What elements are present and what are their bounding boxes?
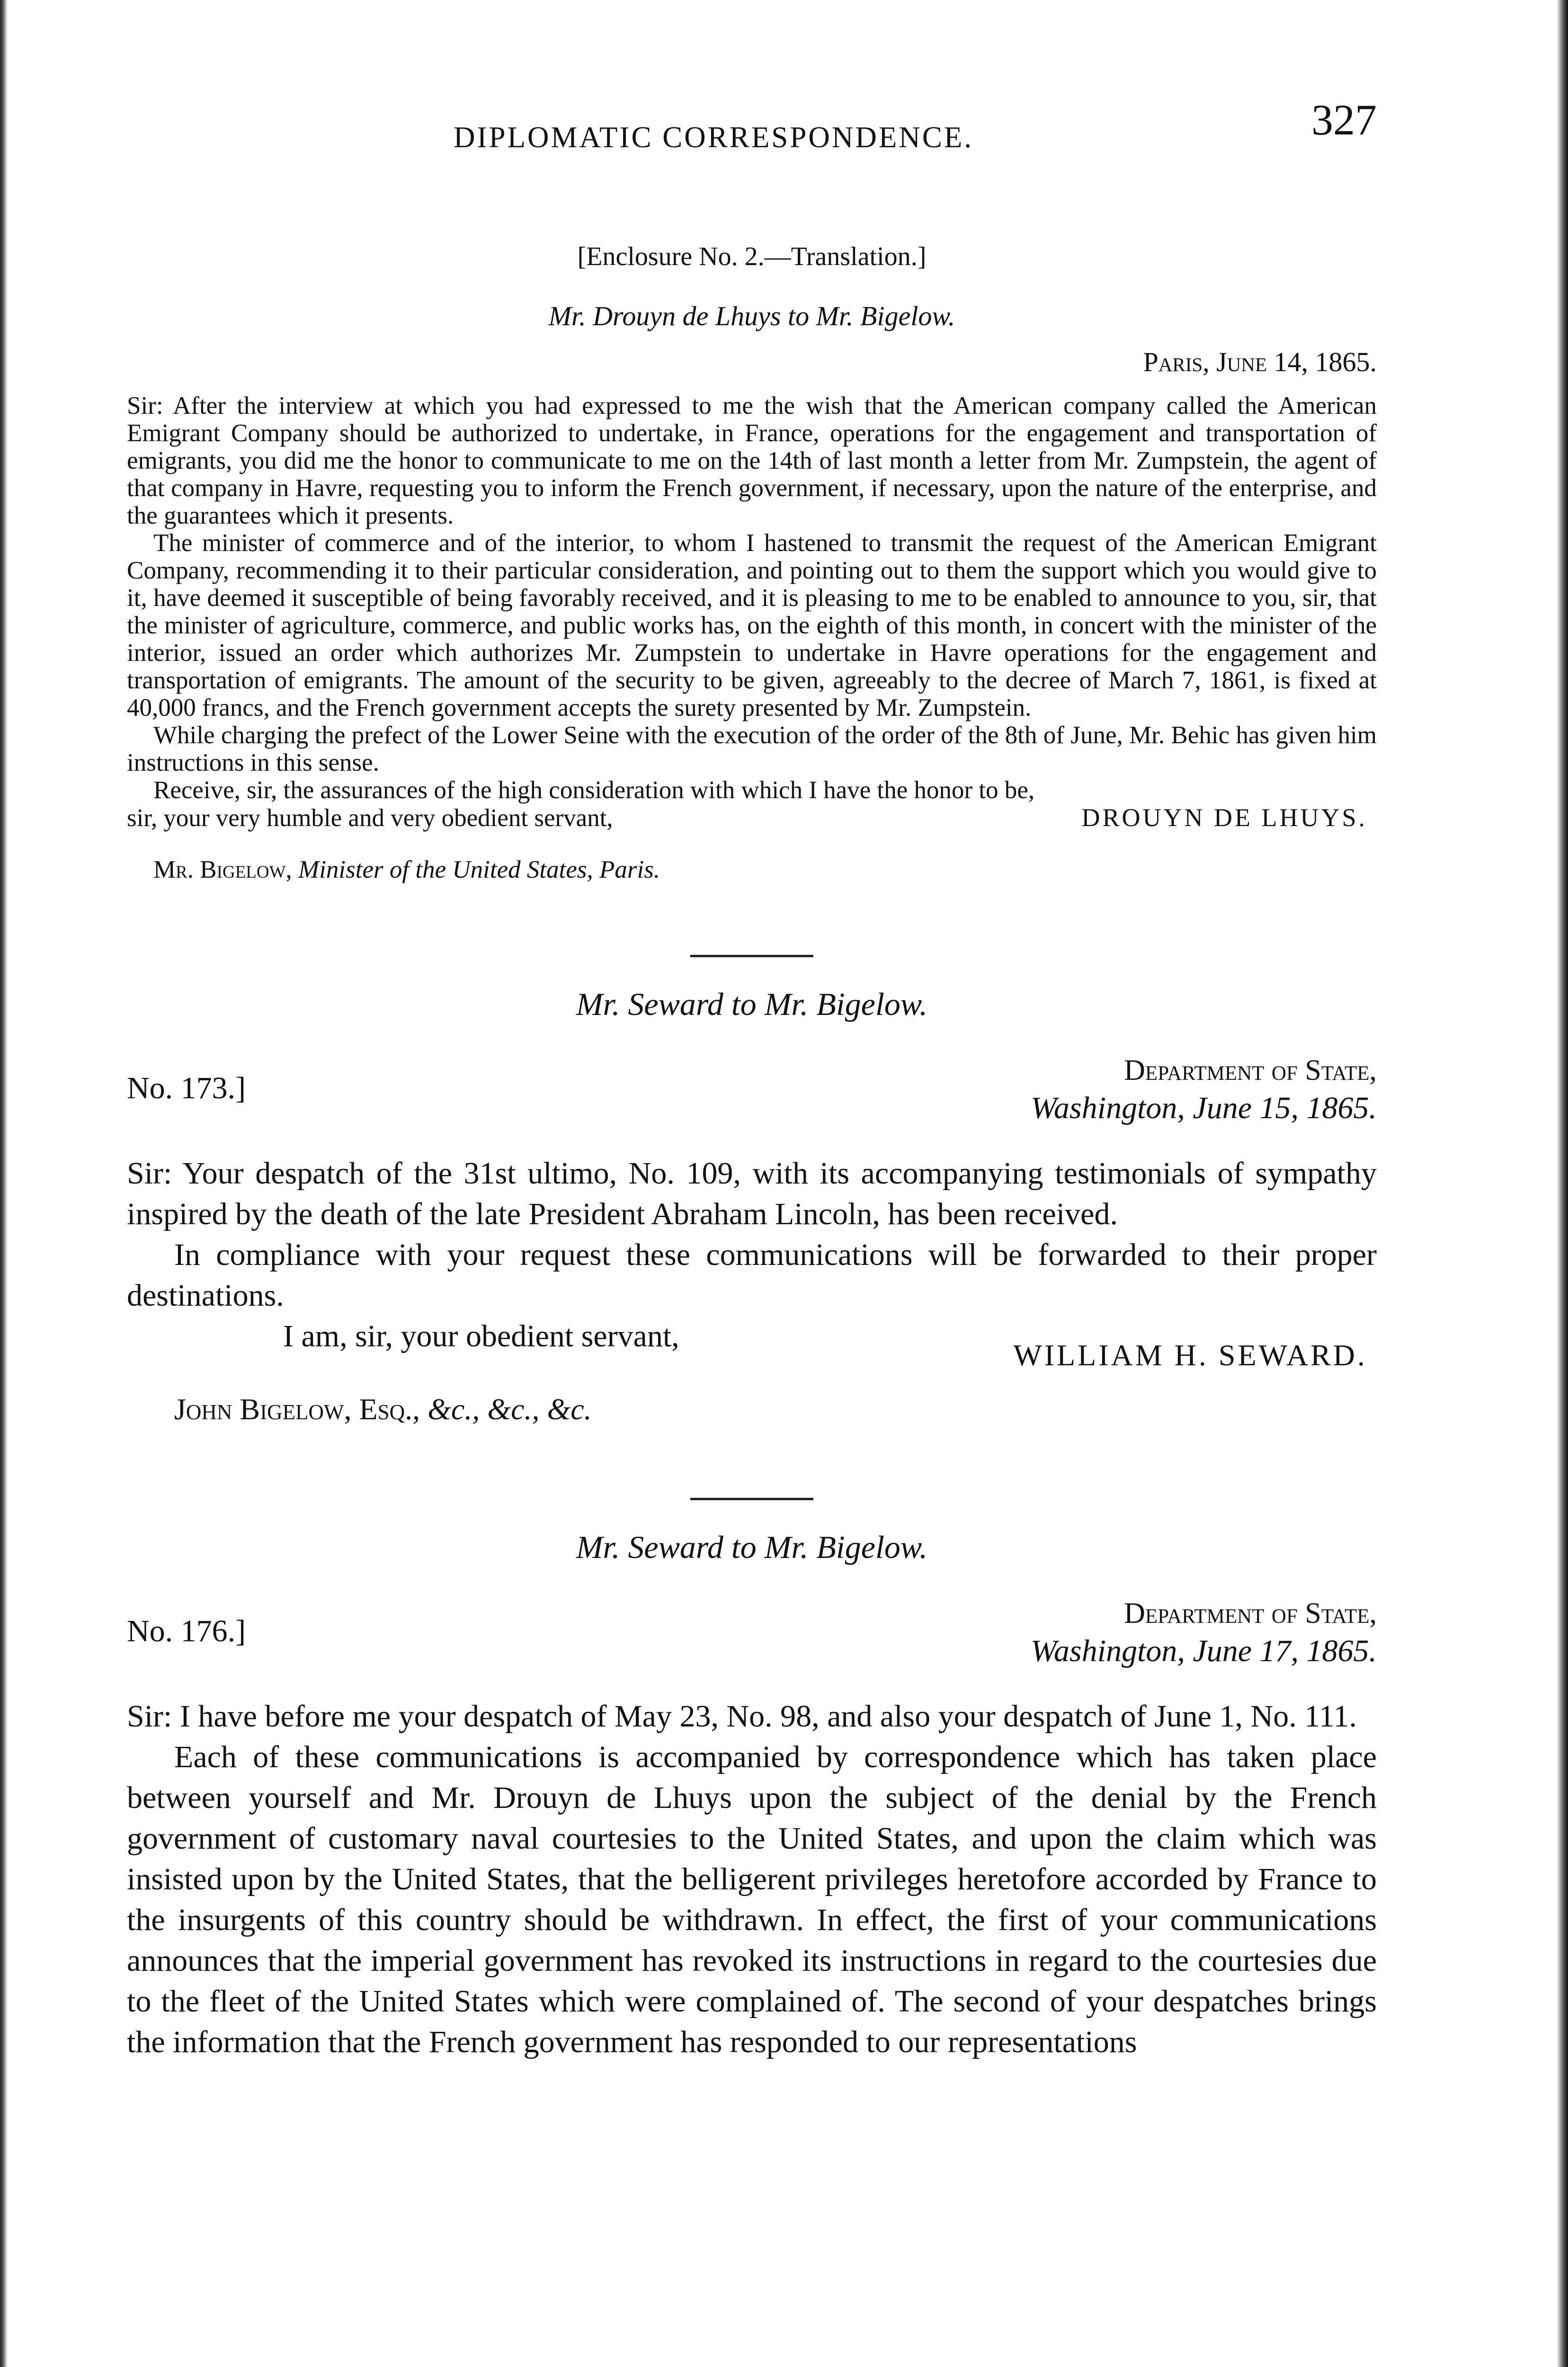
running-head: DIPLOMATIC CORRESPONDENCE. (454, 121, 974, 154)
page-binding-edge-right (1557, 0, 1568, 2367)
addressee-name: John Bigelow, Esq., (174, 1392, 420, 1426)
closing-text: I am, sir, your obedient servant, (283, 1319, 679, 1353)
closing-row (127, 804, 1377, 832)
letter-date: Washington, June 17, 1865. (1031, 1634, 1377, 1668)
signature: WILLIAM H. SEWARD. (1013, 1338, 1367, 1372)
section-divider (690, 1498, 813, 1500)
despatch-number: No. 173.] (127, 1071, 246, 1105)
paragraph: Sir: Your despatch of the 31st ultimo, No. 109, with its accompanying testimonials of sympathy inspired by the death of the late President Abraham Lincoln, has been received. (127, 1156, 1377, 1231)
page-binding-edge-left (0, 0, 8, 2367)
letter-heading (127, 1051, 1377, 1127)
enclosure-label: [Enclosure No. 2.—Translation.] (577, 242, 927, 271)
despatch-number: No. 176.] (127, 1614, 246, 1648)
closing-text: sir, your very humble and very obedient servant, (127, 804, 613, 832)
addressee (174, 1392, 1377, 1427)
section-divider (690, 955, 813, 957)
letter-title: Mr. Seward to Mr. Bigelow. (576, 1529, 928, 1565)
paragraph: While charging the prefect of the Lower Seine with the execution of the order of the 8th of June, Mr. Behic has given him instructions in this sense. (127, 721, 1377, 776)
signature: DROUYN DE LHUYS. (1081, 803, 1367, 832)
addressee-suffix: &c., &c., &c. (428, 1392, 592, 1426)
letter-seward-no-173 (127, 986, 1377, 1427)
paragraph: Sir: After the interview at which you had expressed to me the wish that the American company called the American Emigrant Company should be authorized to undertake, in France, operations for the engagement and transportation of emigrants, you did me the honor to communicate to me on the 14th of last month a letter from Mr. Zumpstein, the agent of that company in Havre, requesting you to inform the French government, if necessary, upon the nature of the enterprise, and the guarantees which it presents. (127, 392, 1377, 529)
dept-block (1031, 1594, 1377, 1670)
letter-title: Mr. Drouyn de Lhuys to Mr. Bigelow. (548, 301, 955, 331)
addressee-title: Minister of the United States, Paris. (298, 856, 660, 883)
page-content (127, 90, 1377, 2063)
paragraph: In compliance with your request these communications will be forwarded to their proper destinations. (127, 1237, 1377, 1313)
paragraph: Sir: I have before me your despatch of May 23, No. 98, and also your despatch of June 1, No. 111. (127, 1699, 1357, 1734)
dept-name: Department of State, (1124, 1054, 1377, 1086)
letter-seward-no-176 (127, 1529, 1377, 2063)
letter-drouyn-to-bigelow (127, 241, 1377, 884)
letter-date: Paris, June 14, 1865. (1143, 347, 1377, 377)
page-header (127, 90, 1377, 161)
dept-name: Department of State, (1124, 1597, 1377, 1629)
addressee-name: Mr. Bigelow, (153, 856, 292, 883)
letter-title: Mr. Seward to Mr. Bigelow. (576, 986, 928, 1022)
page-number: 327 (1311, 96, 1377, 144)
letter-date: Washington, June 15, 1865. (1031, 1091, 1377, 1125)
letter-heading (127, 1594, 1377, 1670)
addressee (153, 855, 1377, 884)
dept-block (1031, 1051, 1377, 1127)
paragraph: The minister of commerce and of the interior, to whom I hastened to transmit the request of the American Emigrant Company, recommending it to their particular consideration, and pointing out to them the support which you would give to it, have deemed it susceptible of being favorably received, and it is pleasing to me to be enabled to announce to you, sir, that the minister of agriculture, commerce, and public works has, on the eighth of this month, in concert with the minister of the interior, issued an order which authorizes Mr. Zumpstein to undertake in Havre operations for the engagement and transportation of emigrants. The amount of the security to be given, agreeably to the decree of March 7, 1861, is fixed at 40,000 francs, and the French government accepts the surety presented by Mr. Zumpstein. (127, 529, 1377, 721)
paragraph: Each of these communications is accompanied by correspondence which has taken place between yourself and Mr. Drouyn de Lhuys upon the subject of the denial by the French government of customary naval courtesies to the United States, and upon the claim which was insisted upon by the United States, that the belligerent privileges heretofore accorded by France to the insurgents of this country should be withdrawn. In effect, the first of your communications announces that the imperial government has revoked its instructions in regard to the courtesies due to the fleet of the United States which were complained of. The second of your despatches brings the information that the French government has responded to our representations (127, 1740, 1377, 2059)
paragraph: Receive, sir, the assurances of the high consideration with which I have the honor to be, (153, 776, 1035, 804)
